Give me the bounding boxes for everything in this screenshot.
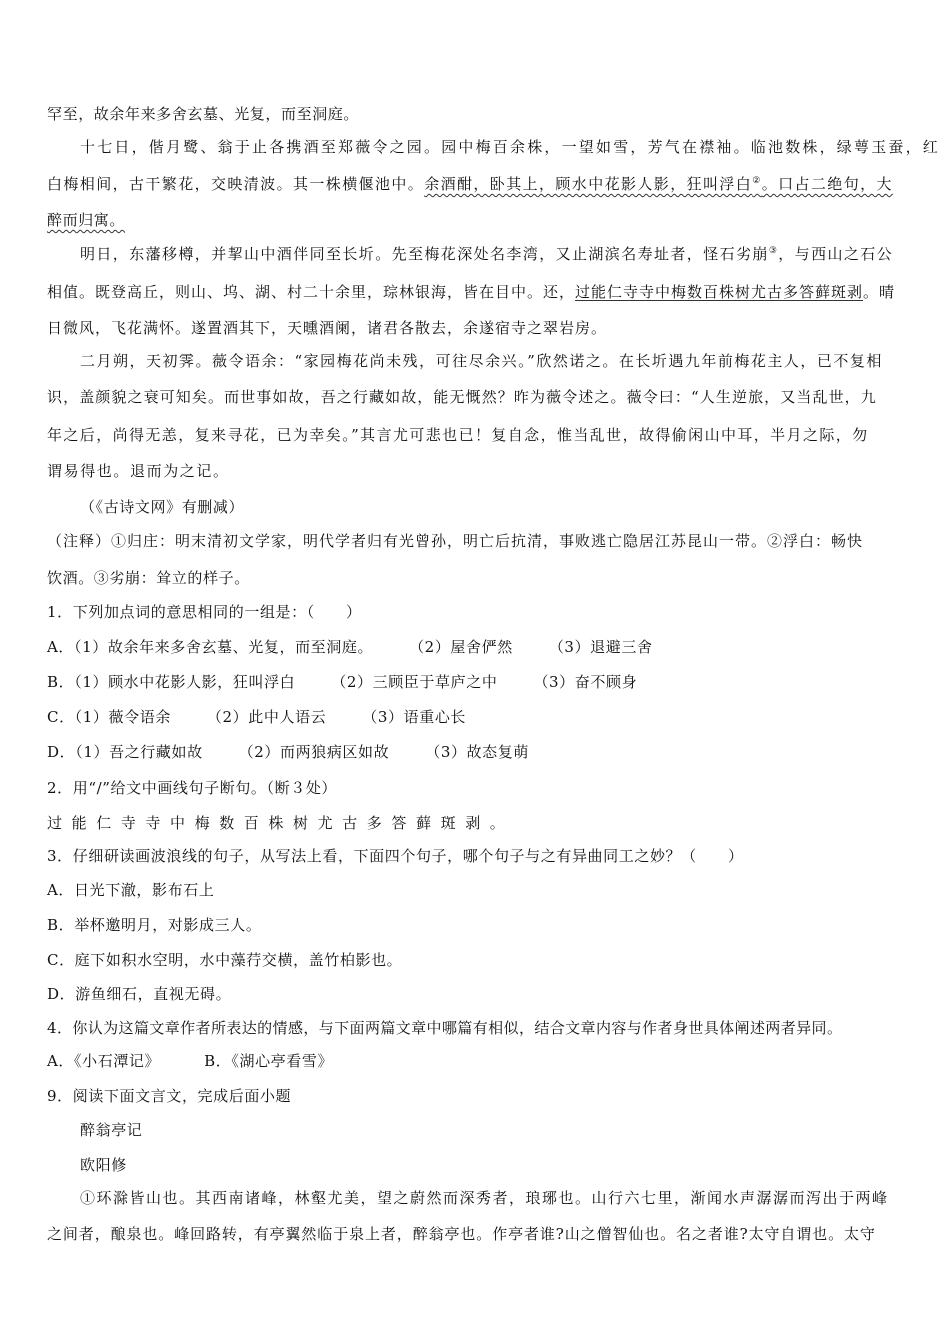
passage-line: [47, 210, 907, 230]
passage-line: 二月朔，天初霁。薇令语余：“家园梅花尚未残，可往尽余兴。”欣然诺之。在长圻遇九年前梅花主人，已不复相: [80, 352, 883, 370]
question-1-option-a: A．（1）故余年来多舍玄墓、光复，而至洞庭。 （2）屋舍俨然 （3）退避三舍: [47, 638, 653, 656]
wavy-underlined-sentence: 余酒酣，卧其上，顾水中花影人影，狂叫浮白②。口占二绝句，大: [424, 175, 893, 193]
question-2-sentence: 过能仁寺寺中梅数百株树尤古多答藓斑剥。: [47, 814, 515, 832]
question-3: 3．仔细研读画波浪线的句子，从写法上看，下面四个句子，哪个句子与之有异曲同工之妙？（ ）: [47, 847, 744, 865]
question-1-option-c: C．（1）薇令语余 （2）此中人语云 （3）语重心长: [47, 708, 467, 726]
passage-line: 明日，东藩移樽，并挈山中酒伴同至长圻。先至梅花深处名李湾，又止湖滨名寿址者，怪石劣崩③，与西山之石公: [80, 245, 894, 263]
passage-author: 欧阳修: [80, 1156, 127, 1174]
question-4: 4．你认为这篇文章作者所表达的情感，与下面两篇文章中哪篇有相似，结合文章内容与作者身世具体阐述两者异同。: [47, 1019, 843, 1037]
annotation-line: （注释）①归庄：明末清初文学家，明代学者归有光曾孙，明亡后抗清，事败逃亡隐居江苏昆山一带。②浮白：畅快: [47, 532, 864, 550]
passage-title: 醉翁亭记: [80, 1121, 143, 1139]
question-3-option-a: A．日光下澈，影布石上: [47, 881, 215, 899]
question-4-options: A．《小石潭记》 B．《湖心亭看雪》: [47, 1052, 334, 1070]
passage-line: 罕至，故余年来多舍玄墓、光复，而至洞庭。: [47, 105, 360, 123]
question-1-option-d: D．（1）吾之行藏如故 （2）而两狼病区如故 （3）故态复萌: [47, 743, 529, 761]
question-9: 9．阅读下面文言文，完成后面小题: [47, 1087, 292, 1105]
passage-line: [47, 174, 907, 194]
passage-line: 日微风，飞花满怀。遂置酒其下，天曛酒阑，诸君各散去，余遂宿寺之翠岩房。: [47, 319, 608, 337]
underlined-sentence: 过能仁寺寺中梅数百株树尤古多答藓斑剥: [575, 283, 864, 301]
question-1: 1．下列加点词的意思相同的一组是：（ ）: [47, 603, 362, 621]
annotation-line: 饮酒。③劣崩：耸立的样子。: [47, 569, 250, 587]
passage-line: 之间者，酿泉也。峰回路转，有亭翼然临于泉上者，醉翁亭也。作亭者谁?山之僧智仙也。名之者谁?太守自谓也。太守: [47, 1225, 876, 1243]
passage-line: 相值。既登高丘，则山、坞、湖、村二十余里，琮林银海，皆在目中。还，过能仁寺寺中梅数百株树尤古多答藓斑剥。晴: [47, 283, 896, 301]
passage-line: 十七日，偕月鹭、翁于止各携酒至郑薇令之园。园中梅百余株，一望如雪，芳气在襟袖。临池数株，绿萼玉蚕，红: [80, 138, 941, 156]
wavy-underlined-sentence-end: 醉而归寓。: [47, 211, 126, 229]
passage-line: 年之后，尚得无恙，复来寻花，已为幸矣。”其言尤可悲也已！复自念，惟当乱世，故得偷闲山中耳，半月之际，勿: [47, 426, 869, 444]
passage-line: 识，盖颜貌之衰可知矣。而世事如故，吾之行藏如故，能无慨然？昨为薇令述之。薇令曰：“人生逆旅，又当乱世，九: [47, 388, 877, 406]
question-3-option-c: C．庭下如积水空明，水中藻荇交横，盖竹柏影也。: [47, 951, 403, 969]
question-2: 2．用“/”给文中画线句子断句。（断３处）: [47, 779, 338, 797]
question-1-option-b: B．（1）顾水中花影人影，狂叫浮白 （2）三顾臣于草庐之中 （3）奋不顾身: [47, 673, 638, 691]
source-note: （《古诗文网》有删减）: [80, 498, 245, 516]
passage-line: ①环滁皆山也。其西南诸峰，林壑尤美，望之蔚然而深秀者，琅琊也。山行六七里，渐闻水声潺潺而泻出于两峰: [80, 1189, 889, 1207]
passage-line: 谓易得也。退而为之记。: [47, 462, 230, 480]
question-3-option-d: D．游鱼细石，直视无碍。: [47, 985, 232, 1003]
question-3-option-b: B．举杯邀明月，对影成三人。: [47, 916, 262, 934]
passage-text: 白梅相间，古干繁花，交映清波。其一株横偃池中。: [47, 175, 425, 193]
